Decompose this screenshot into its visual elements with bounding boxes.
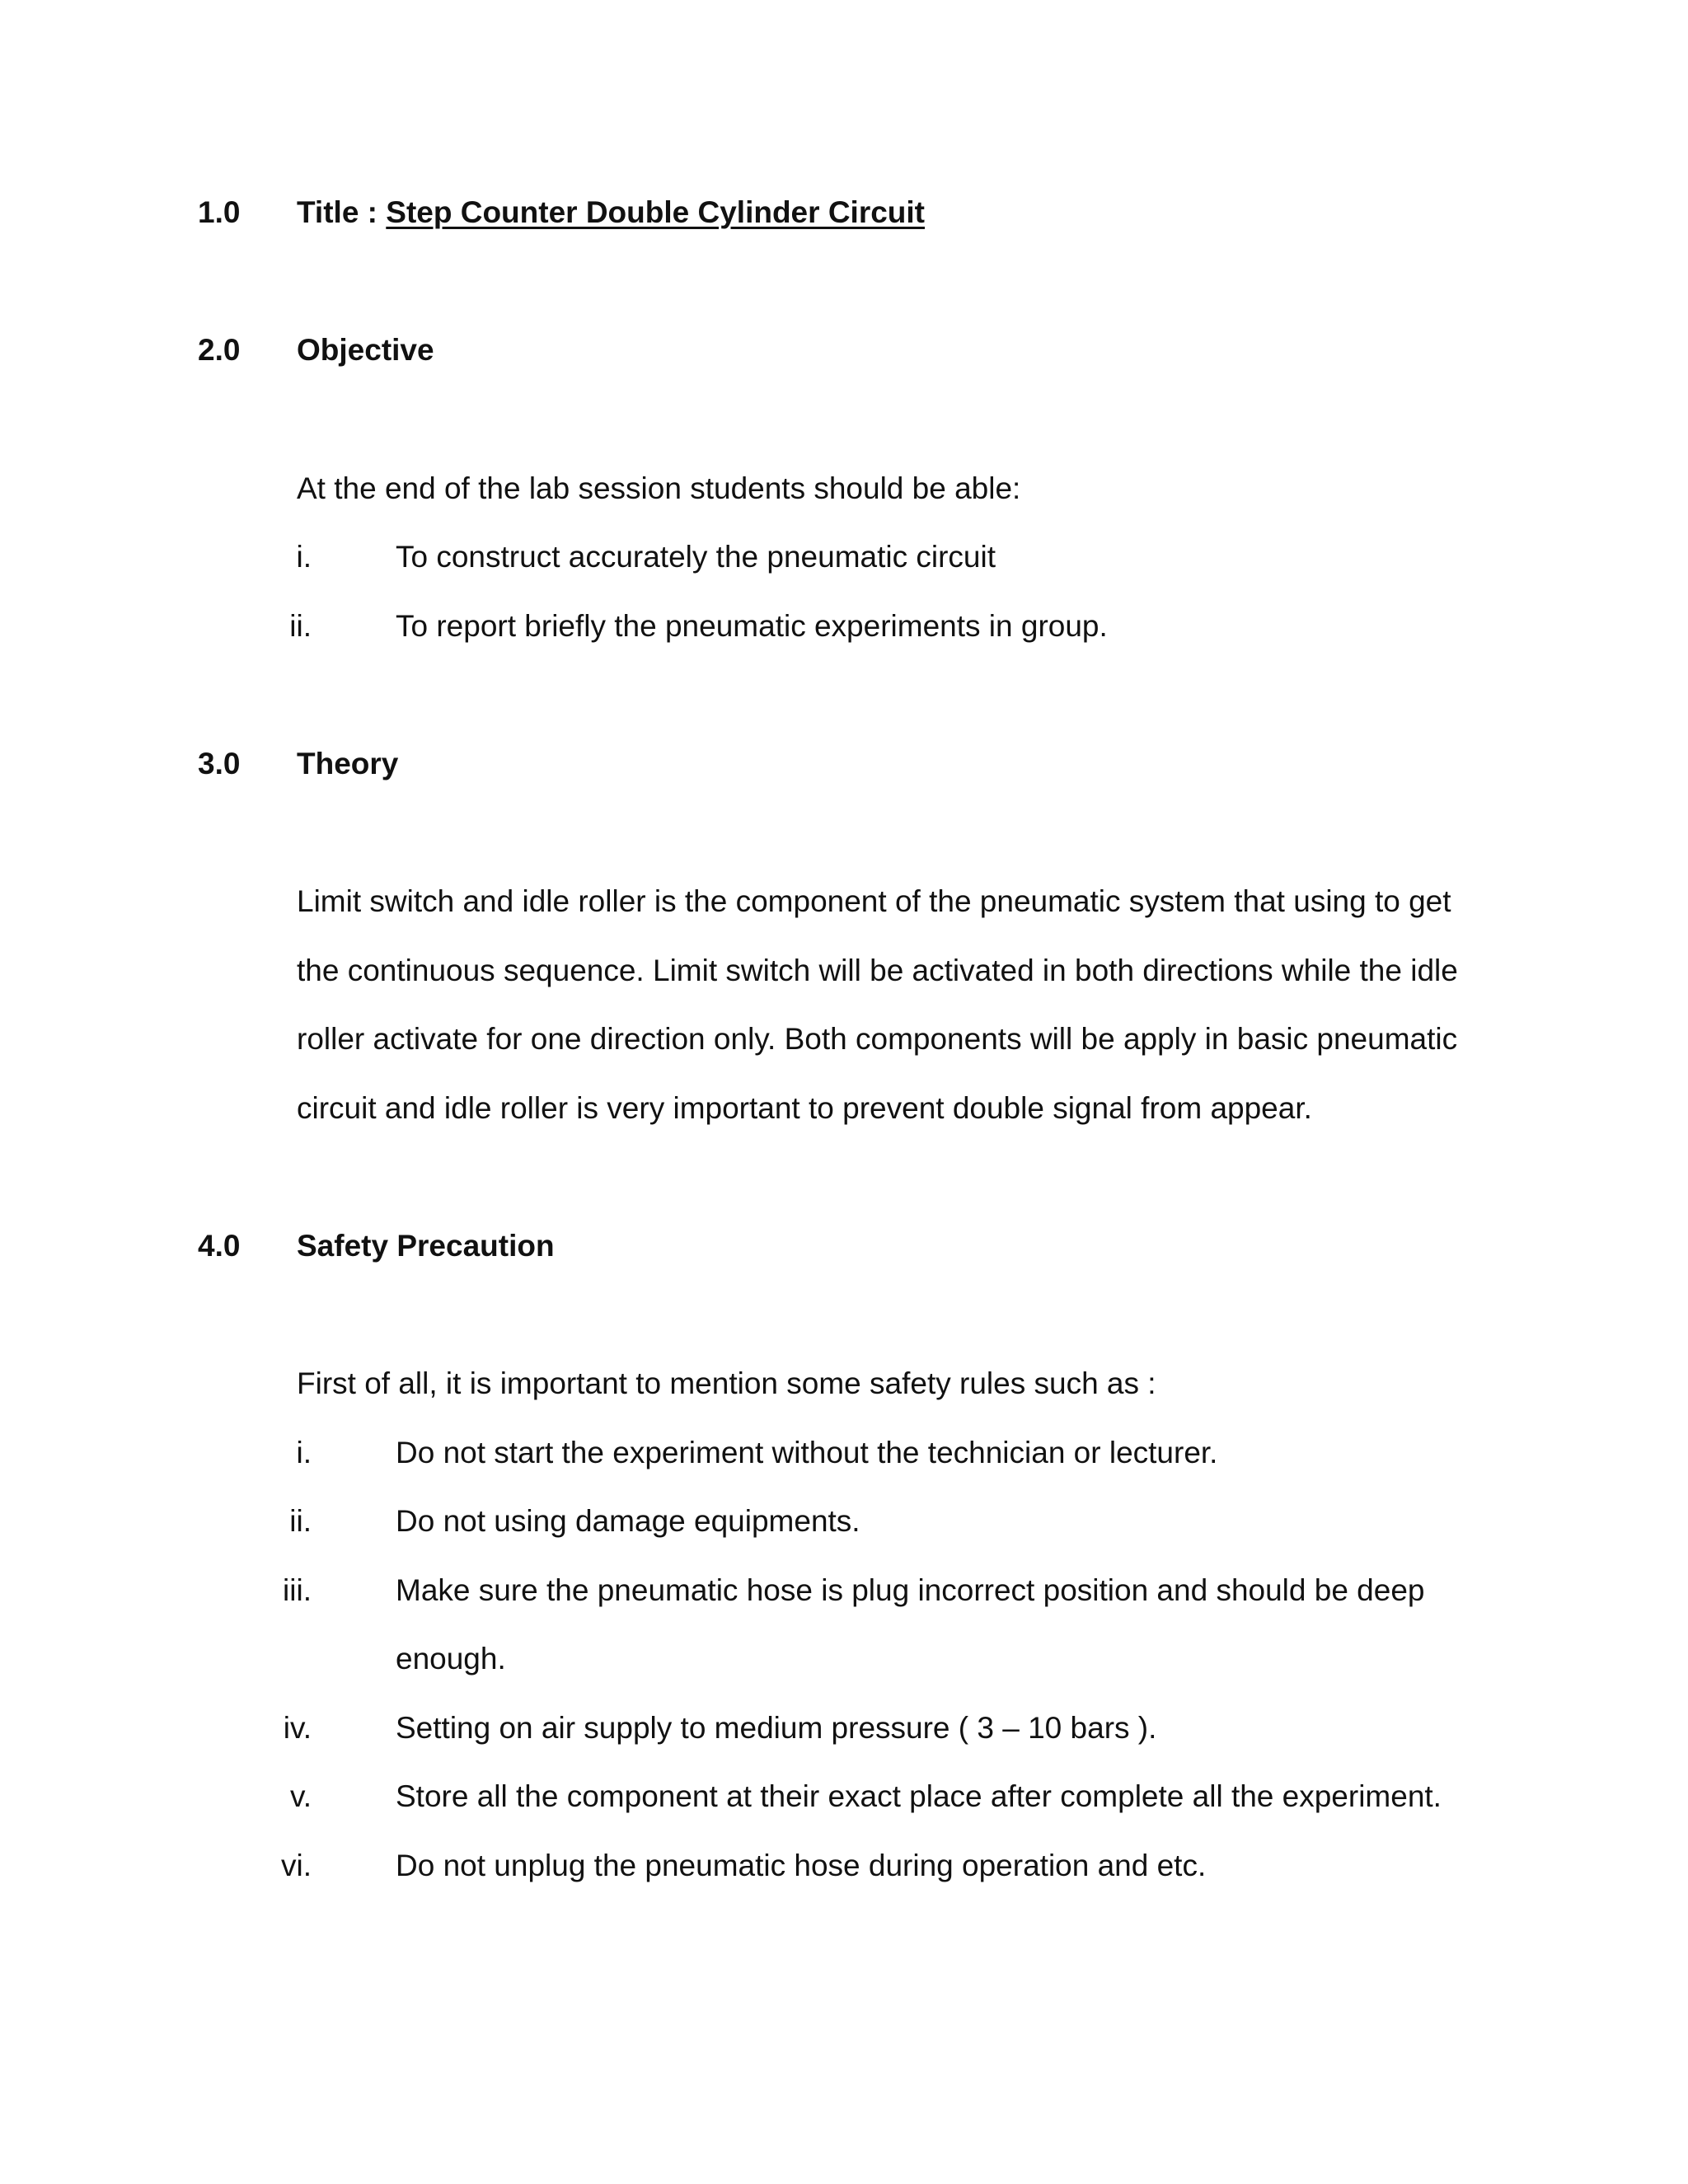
section-heading-text: Theory [297, 747, 399, 780]
list-item-text: enough. [396, 1642, 506, 1675]
document-title: Step Counter Double Cylinder Circuit [386, 195, 925, 229]
list-item-text: Store all the component at their exact place after complete all the experiment. [396, 1779, 1442, 1813]
list-item [289, 608, 1582, 644]
list-item-text: Setting on air supply to medium pressure ( 3 – 10 bars ). [396, 1711, 1157, 1745]
list-item-text: Do not using damage equipments. [396, 1504, 860, 1538]
list-marker: ii. [289, 609, 312, 643]
list-marker: iii. [283, 1573, 312, 1607]
list-item [297, 1435, 1582, 1471]
list-item [289, 1503, 1582, 1540]
theory-line: roller activate for one direction only. Both components will be apply in basic pneumatic [297, 1022, 1458, 1056]
section-number: 1.0 [198, 195, 241, 229]
section-number: 4.0 [198, 1229, 241, 1263]
list-marker: v. [289, 1779, 312, 1813]
list-item-text: To report briefly the pneumatic experiments in group. [396, 609, 1108, 643]
list-item-text: To construct accurately the pneumatic circuit [396, 540, 996, 574]
list-item-continuation [297, 1641, 1582, 1677]
list-item [297, 539, 1582, 575]
section-heading-text: Safety Precaution [297, 1229, 555, 1263]
list-item-text: Do not start the experiment without the technician or lecturer. [396, 1436, 1218, 1469]
theory-line: the continuous sequence. Limit switch will be activated in both directions while the idle [297, 954, 1458, 987]
section-number: 3.0 [198, 747, 241, 780]
theory-line: circuit and idle roller is very important to prevent double signal from appear. [297, 1091, 1312, 1125]
section-number: 2.0 [198, 333, 241, 367]
section-heading-text: Objective [297, 333, 434, 367]
list-item-text: Do not unplug the pneumatic hose during operation and etc. [396, 1849, 1207, 1882]
list-item [289, 1779, 1582, 1815]
list-marker: i. [296, 1436, 312, 1469]
list-marker: iv. [283, 1711, 312, 1745]
list-marker: ii. [289, 1504, 312, 1538]
list-item [283, 1710, 1582, 1746]
safety-intro: First of all, it is important to mention some safety rules such as : [297, 1366, 1156, 1400]
list-marker: vi. [281, 1849, 312, 1882]
list-marker: i. [296, 540, 312, 574]
theory-line: Limit switch and idle roller is the component of the pneumatic system that using to get [297, 884, 1451, 918]
list-item [283, 1572, 1582, 1609]
list-item [281, 1848, 1582, 1884]
section-title-text [297, 194, 925, 231]
title-prefix: Title : [297, 195, 387, 229]
objective-intro: At the end of the lab session students should be able: [297, 471, 1021, 505]
list-item-text: Make sure the pneumatic hose is plug incorrect position and should be deep [396, 1573, 1425, 1607]
